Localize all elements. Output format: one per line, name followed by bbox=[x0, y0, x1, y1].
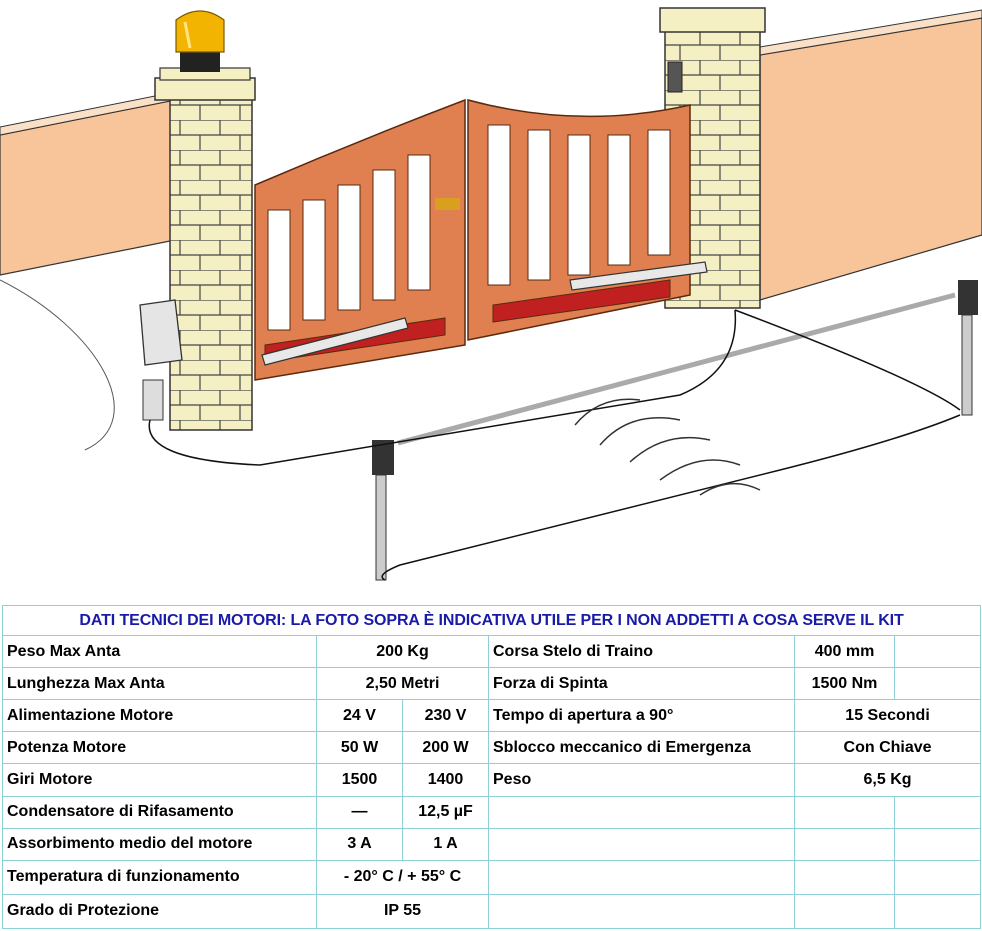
spec-value: - 20° C / + 55° C bbox=[317, 860, 489, 894]
spec-value-230v: 200 W bbox=[403, 732, 489, 764]
empty-cell bbox=[795, 796, 895, 828]
radio-waves-icon bbox=[575, 399, 760, 495]
spec-value-230v: 1400 bbox=[403, 764, 489, 796]
empty-cell bbox=[489, 796, 795, 828]
table-row bbox=[3, 796, 981, 828]
spec-label: Peso Max Anta bbox=[3, 636, 317, 668]
spec-value: Con Chiave bbox=[795, 732, 981, 764]
spec-label: Condensatore di Rifasamento bbox=[3, 796, 317, 828]
empty-cell bbox=[489, 894, 795, 928]
empty-cell bbox=[895, 796, 981, 828]
flashing-lamp-icon bbox=[176, 11, 224, 72]
spec-label: Potenza Motore bbox=[3, 732, 317, 764]
spec-value-24v: 24 V bbox=[317, 700, 403, 732]
spec-value: 200 Kg bbox=[317, 636, 489, 668]
spec-value: 2,50 Metri bbox=[317, 668, 489, 700]
spec-label: Alimentazione Motore bbox=[3, 700, 317, 732]
empty-cell bbox=[895, 860, 981, 894]
spec-label: Giri Motore bbox=[3, 764, 317, 796]
spec-value-230v: 12,5 µF bbox=[403, 796, 489, 828]
spec-label: Tempo di apertura a 90° bbox=[489, 700, 795, 732]
empty-cell bbox=[489, 860, 795, 894]
wall-left bbox=[0, 92, 175, 275]
empty-cell bbox=[795, 828, 895, 860]
spec-label: Forza di Spinta bbox=[489, 668, 795, 700]
table-row bbox=[3, 894, 981, 928]
empty-cell bbox=[895, 894, 981, 928]
spec-value-230v: 1 A bbox=[403, 828, 489, 860]
empty-cell bbox=[489, 828, 795, 860]
wall-right bbox=[760, 10, 982, 300]
table-row bbox=[3, 764, 981, 796]
empty-cell bbox=[895, 668, 981, 700]
spec-label: Peso bbox=[489, 764, 795, 796]
spec-value-24v: 1500 bbox=[317, 764, 403, 796]
spec-value-230v: 230 V bbox=[403, 700, 489, 732]
spec-label: Lunghezza Max Anta bbox=[3, 668, 317, 700]
spec-value-24v: 3 A bbox=[317, 828, 403, 860]
technical-specs-table bbox=[2, 605, 981, 929]
empty-cell bbox=[895, 828, 981, 860]
spec-label: Corsa Stelo di Traino bbox=[489, 636, 795, 668]
spec-value: 6,5 Kg bbox=[795, 764, 981, 796]
spec-label: Grado di Protezione bbox=[3, 894, 317, 928]
table-row bbox=[3, 732, 981, 764]
table-row bbox=[3, 636, 981, 668]
pillar-left bbox=[155, 68, 255, 430]
table-row bbox=[3, 860, 981, 894]
spec-value-24v: — bbox=[317, 796, 403, 828]
gate-leaf-right bbox=[468, 100, 690, 340]
spec-label: Temperatura di funzionamento bbox=[3, 860, 317, 894]
table-header: DATI TECNICI DEI MOTORI: LA FOTO SOPRA È INDICATIVA UTILE PER I NON ADDETTI A COSA SERVE IL KIT bbox=[3, 606, 981, 636]
photocell-right-icon bbox=[958, 280, 978, 415]
empty-cell bbox=[895, 636, 981, 668]
table-row bbox=[3, 700, 981, 732]
empty-cell bbox=[795, 860, 895, 894]
spec-value: 400 mm bbox=[795, 636, 895, 668]
table-row bbox=[3, 828, 981, 860]
spec-value: 15 Secondi bbox=[795, 700, 981, 732]
spec-value: IP 55 bbox=[317, 894, 489, 928]
spec-label: Assorbimento medio del motore bbox=[3, 828, 317, 860]
empty-cell bbox=[795, 894, 895, 928]
spec-label: Sblocco meccanico di Emergenza bbox=[489, 732, 795, 764]
spec-value-24v: 50 W bbox=[317, 732, 403, 764]
photocell-left-icon bbox=[372, 440, 394, 580]
table-row bbox=[3, 668, 981, 700]
spec-value: 1500 Nm bbox=[795, 668, 895, 700]
